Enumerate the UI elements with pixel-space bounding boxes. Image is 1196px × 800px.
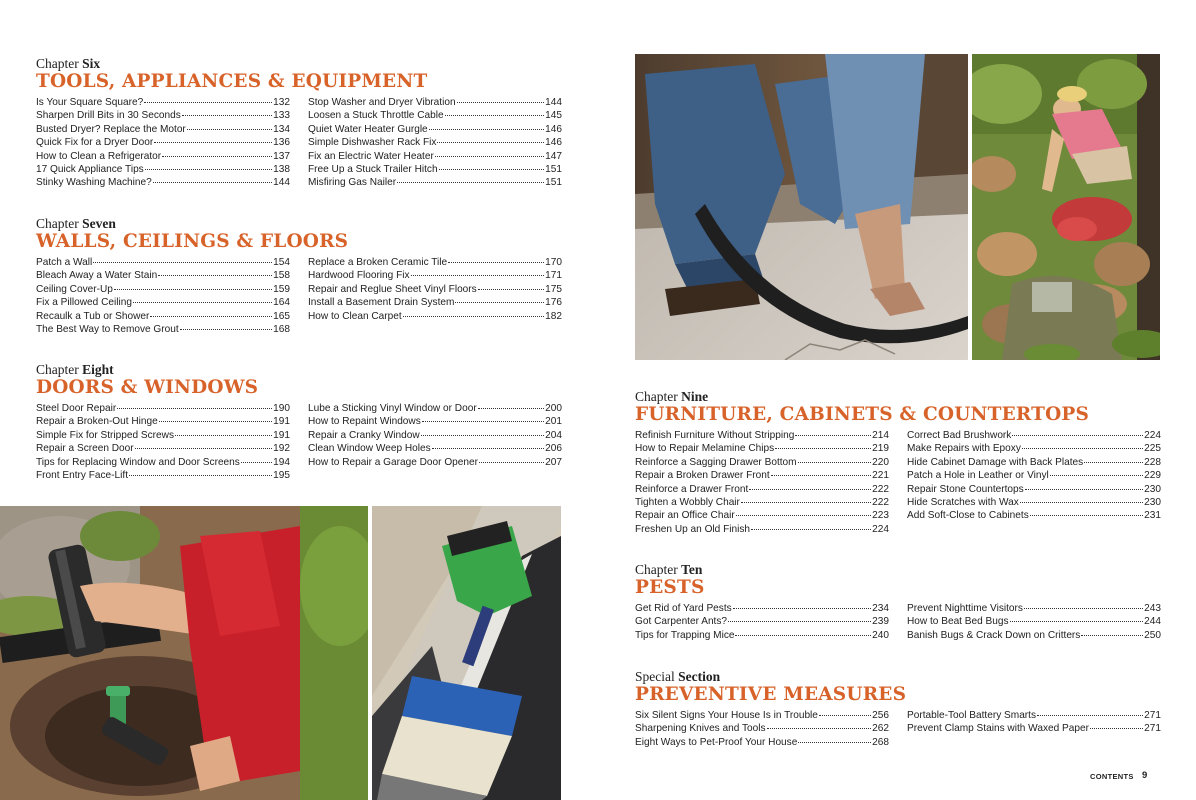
toc-entry-title: Fix a Pillowed Ceiling [36, 297, 132, 309]
toc-leader-dots [182, 106, 272, 116]
toc-columns [635, 428, 1161, 535]
toc-entry-page: 137 [273, 150, 290, 162]
toc-leader-dots [771, 466, 872, 476]
toc-entry-title: Lube a Sticking Vinyl Window or Door [308, 403, 477, 414]
photo-asphalt-sealing-image [372, 506, 561, 800]
toc-leader-dots [429, 120, 544, 130]
toc-leader-dots [162, 147, 272, 157]
toc-leader-dots [1084, 453, 1143, 463]
toc-entry-page: 195 [273, 469, 290, 481]
chapter-label-prefix: Chapter [36, 216, 79, 231]
toc-entry-title: Hide Cabinet Damage with Back Plates [907, 456, 1084, 468]
chapter-title: PESTS [635, 577, 705, 598]
toc-entry-page: 134 [273, 123, 290, 135]
toc-leader-dots [1012, 426, 1143, 436]
toc-entry-page: 230 [1144, 483, 1161, 495]
toc-leader-dots [741, 493, 871, 503]
toc-entry-page: 256 [872, 710, 889, 721]
toc-entry-title: Front Entry Face-Lift [36, 469, 128, 481]
toc-leader-dots [1025, 480, 1143, 490]
toc-columns [635, 601, 1161, 641]
chapter-title: DOORS & WINDOWS [36, 377, 259, 398]
toc-column-left [36, 255, 290, 335]
photo-floor-repair [635, 54, 968, 360]
toc-entry-page: 229 [1144, 470, 1161, 482]
toc-entry-title: Portable-Tool Battery Smarts [907, 710, 1037, 721]
toc-entry-title: Reinforce a Drawer Front [635, 483, 749, 495]
toc-entry-page: 271 [1144, 710, 1161, 721]
toc-entry-title: Eight Ways to Pet-Proof Your House [635, 736, 798, 748]
toc-entry-title: Freshen Up an Old Finish [635, 523, 751, 535]
toc-entry-title: Tips for Trapping Mice [635, 629, 735, 641]
chapter-label-prefix: Chapter [36, 56, 79, 71]
toc-leader-dots [749, 480, 871, 490]
toc-entry-page: 138 [273, 163, 290, 175]
toc-entry-title: How to Repaint Windows [308, 416, 421, 428]
toc-entry-page: 191 [273, 429, 290, 441]
toc-entry-title: How to Beat Bed Bugs [907, 616, 1009, 628]
toc-entry-title: Repair a Screen Door [36, 443, 134, 455]
toc-leader-dots [728, 612, 871, 622]
toc-entry-page: 133 [273, 110, 290, 122]
toc-leader-dots [1081, 626, 1143, 636]
toc-entry[interactable] [635, 735, 889, 748]
toc-entry-title: Sharpening Knives and Tools [635, 723, 766, 735]
chapter-eight [36, 362, 562, 481]
toc-entry-page: 175 [545, 283, 562, 295]
toc-entry-title: How to Repair a Garage Door Opener [308, 456, 478, 468]
toc-entry-title: Recaulk a Tub or Shower [36, 310, 150, 322]
toc-entry-title: How to Clean a Refrigerator [36, 150, 162, 162]
toc-entry-title: Clean Window Weep Holes [308, 443, 431, 455]
photo-floor-repair-image [635, 54, 968, 360]
toc-leader-dots [751, 520, 871, 530]
toc-column-left [635, 708, 889, 748]
toc-entry-page: 268 [872, 736, 889, 748]
toc-leader-dots [158, 266, 272, 276]
photo-garden-pond [972, 54, 1160, 360]
toc-entry-title: Patch a Wall [36, 257, 93, 268]
toc-leader-dots [93, 253, 272, 263]
toc-entry-title: Misfiring Gas Nailer [308, 177, 397, 189]
toc-entry-page: 243 [1144, 603, 1161, 614]
photo-garden-pond-image [972, 54, 1160, 360]
toc-entry-page: 225 [1144, 443, 1161, 455]
footer-section-label: CONTENTS [1090, 772, 1134, 781]
toc-entry-page: 164 [273, 297, 290, 309]
toc-entry-page: 194 [273, 456, 290, 468]
toc-leader-dots [775, 439, 871, 449]
toc-entry-title: Replace a Broken Ceramic Tile [308, 257, 448, 268]
toc-leader-dots [411, 266, 545, 276]
toc-leader-dots [1020, 493, 1143, 503]
toc-entry-title: Busted Dryer? Replace the Motor [36, 123, 186, 135]
chapter-label-word: Ten [681, 562, 703, 577]
toc-leader-dots [733, 599, 871, 609]
toc-entry-page: 224 [1144, 430, 1161, 441]
toc-leader-dots [397, 173, 544, 183]
toc-entry[interactable] [36, 322, 290, 335]
toc-entry[interactable] [635, 628, 889, 641]
toc-entry-title: Got Carpenter Ants? [635, 616, 728, 628]
toc-entry[interactable] [907, 721, 1161, 734]
toc-entry-page: 136 [273, 137, 290, 149]
toc-entry-page: 222 [872, 483, 889, 495]
chapter-label-prefix: Chapter [36, 362, 79, 377]
toc-entry-page: 220 [872, 456, 889, 468]
toc-column-right [308, 401, 562, 468]
toc-entry-title: Six Silent Signs Your House Is in Trouble [635, 710, 818, 721]
chapter-label-word: Eight [82, 362, 114, 377]
toc-entry-page: 239 [872, 616, 889, 628]
toc-column-right [308, 95, 562, 189]
toc-leader-dots [795, 426, 871, 436]
toc-leader-dots [135, 439, 273, 449]
toc-entry-page: 144 [545, 97, 562, 108]
chapter-ten [635, 562, 1161, 641]
chapter-label-word: Nine [681, 389, 709, 404]
toc-leader-dots [145, 160, 272, 170]
toc-entry-page: 151 [545, 163, 562, 175]
toc-leader-dots [735, 626, 871, 636]
toc-entry-page: 244 [1144, 616, 1161, 628]
toc-entry-page: 168 [273, 323, 290, 335]
toc-leader-dots [435, 147, 544, 157]
toc-leader-dots [1090, 719, 1143, 729]
toc-leader-dots [150, 307, 272, 317]
toc-entry-title: Is Your Square Square? [36, 97, 144, 108]
toc-entry-title: Prevent Clamp Stains with Waxed Paper [907, 723, 1089, 735]
toc-entry-page: 206 [545, 443, 562, 455]
toc-column-right [907, 708, 1161, 735]
chapter-label [36, 216, 562, 231]
photo-sprinkler-repair [0, 506, 368, 800]
chapter-label [635, 669, 1161, 684]
toc-entry-title: Quiet Water Heater Gurgle [308, 123, 428, 135]
toc-entry-title: Steel Door Repair [36, 403, 117, 414]
toc-entry-page: 147 [545, 150, 562, 162]
toc-entry-page: 221 [872, 470, 889, 482]
toc-entry-title: Repair and Reglue Sheet Vinyl Floors [308, 283, 477, 295]
toc-entry-title: How to Clean Carpet [308, 310, 402, 322]
toc-leader-dots [457, 93, 545, 103]
toc-entry-page: 170 [545, 257, 562, 268]
toc-leader-dots [1010, 612, 1144, 622]
toc-entry-title: Simple Fix for Stripped Screws [36, 429, 174, 441]
toc-entry-page: 190 [273, 403, 290, 414]
toc-leader-dots [159, 412, 272, 422]
toc-entry-page: 214 [872, 430, 889, 441]
toc-leader-dots [117, 399, 272, 409]
toc-column-right [907, 428, 1161, 522]
toc-columns [36, 95, 562, 189]
toc-entry[interactable] [907, 508, 1161, 521]
toc-leader-dots [144, 93, 272, 103]
toc-entry-page: 191 [273, 416, 290, 428]
toc-columns [36, 255, 562, 335]
toc-entry-title: Fix an Electric Water Heater [308, 150, 434, 162]
toc-entry-page: 219 [872, 443, 889, 455]
photo-sprinkler-repair-image [0, 506, 368, 800]
chapter-label-prefix: Chapter [635, 389, 678, 404]
toc-entry-page: 176 [545, 297, 562, 309]
toc-entry-page: 262 [872, 723, 889, 735]
toc-entry[interactable] [308, 175, 562, 188]
toc-entry-title: Refinish Furniture Without Stripping [635, 430, 795, 441]
toc-entry-title: Stop Washer and Dryer Vibration [308, 97, 456, 108]
toc-columns [36, 401, 562, 481]
toc-leader-dots [432, 439, 544, 449]
toc-entry-page: 230 [1144, 496, 1161, 508]
toc-entry-title: Make Repairs with Epoxy [907, 443, 1021, 455]
toc-leader-dots [798, 453, 872, 463]
chapter-label [36, 362, 562, 377]
toc-leader-dots [445, 106, 545, 116]
chapter-nine [635, 389, 1161, 535]
chapter-label-word: Section [678, 669, 721, 684]
toc-entry-page: 207 [545, 456, 562, 468]
toc-entry-page: 271 [1144, 723, 1161, 735]
toc-entry-page: 250 [1144, 629, 1161, 641]
toc-entry-page: 144 [273, 177, 290, 189]
toc-entry-title: Quick Fix for a Dryer Door [36, 137, 154, 149]
chapter-label-word: Six [82, 56, 101, 71]
toc-entry-title: Tips for Replacing Window and Door Screens [36, 456, 240, 468]
toc-entry-page: 146 [545, 137, 562, 149]
toc-leader-dots [767, 719, 872, 729]
toc-entry-page: 234 [872, 603, 889, 614]
toc-entry-title: Reinforce a Sagging Drawer Bottom [635, 456, 797, 468]
toc-entry-page: 192 [273, 443, 290, 455]
toc-column-right [907, 601, 1161, 641]
toc-column-left [635, 428, 889, 535]
toc-entry-page: 132 [273, 97, 290, 108]
chapter-label-word: Seven [82, 216, 116, 231]
toc-entry-title: Hardwood Flooring Fix [308, 270, 410, 282]
toc-leader-dots [154, 133, 272, 143]
toc-entry-title: Repair a Broken-Out Hinge [36, 416, 158, 428]
toc-entry-title: Repair an Office Chair [635, 510, 735, 522]
toc-column-left [635, 601, 889, 641]
toc-leader-dots [175, 426, 272, 436]
toc-leader-dots [421, 426, 545, 436]
toc-entry-page: 159 [273, 283, 290, 295]
chapter-label [36, 56, 562, 71]
toc-entry-title: Patch a Hole in Leather or Vinyl [907, 470, 1049, 482]
toc-entry-title: Repair a Cranky Window [308, 429, 420, 441]
toc-entry-page: 145 [545, 110, 562, 122]
toc-entry-title: Tighten a Wobbly Chair [635, 496, 740, 508]
chapter-title: PREVENTIVE MEASURES [635, 684, 907, 705]
toc-columns [635, 708, 1161, 748]
toc-entry-page: 228 [1144, 456, 1161, 468]
toc-leader-dots [1024, 599, 1143, 609]
toc-leader-dots [403, 307, 544, 317]
toc-leader-dots [241, 453, 272, 463]
toc-entry-page: 223 [872, 510, 889, 522]
toc-entry-title: Stinky Washing Machine? [36, 177, 152, 189]
toc-leader-dots [455, 293, 544, 303]
toc-leader-dots [819, 706, 871, 716]
toc-leader-dots [133, 293, 272, 303]
toc-entry-page: 154 [273, 257, 290, 268]
toc-leader-dots [1030, 506, 1143, 516]
chapter-seven [36, 216, 562, 335]
toc-entry[interactable] [36, 175, 290, 188]
toc-entry-title: The Best Way to Remove Grout [36, 323, 179, 335]
chapter-label [635, 562, 1161, 577]
toc-entry-title: Ceiling Cover-Up [36, 283, 113, 295]
chapter-special-section [635, 669, 1161, 748]
toc-entry[interactable] [907, 628, 1161, 641]
toc-entry-title: Hide Scratches with Wax [907, 496, 1019, 508]
toc-entry-title: Bleach Away a Water Stain [36, 270, 158, 282]
toc-entry-title: Repair Stone Countertops [907, 483, 1024, 495]
toc-leader-dots [448, 253, 544, 263]
toc-entry-title: Prevent Nighttime Visitors [907, 603, 1023, 614]
toc-entry-title: Install a Basement Drain System [308, 297, 455, 309]
toc-entry-page: 222 [872, 496, 889, 508]
toc-leader-dots [439, 160, 545, 170]
toc-entry[interactable] [635, 522, 889, 535]
toc-entry-title: How to Repair Melamine Chips [635, 443, 775, 455]
chapter-title: WALLS, CEILINGS & FLOORS [36, 231, 349, 252]
toc-entry[interactable] [308, 309, 562, 322]
chapter-title: TOOLS, APPLIANCES & EQUIPMENT [36, 71, 428, 92]
toc-entry-title: Repair a Broken Drawer Front [635, 470, 770, 482]
toc-entry-page: 200 [545, 403, 562, 414]
toc-column-left [36, 401, 290, 481]
toc-leader-dots [798, 733, 871, 743]
chapter-title: FURNITURE, CABINETS & COUNTERTOPS [635, 404, 1090, 425]
chapter-label-prefix: Special [635, 669, 675, 684]
toc-entry-title: 17 Quick Appliance Tips [36, 163, 144, 175]
toc-entry-page: 151 [545, 177, 562, 189]
chapter-six [36, 56, 562, 189]
chapter-label-prefix: Chapter [635, 562, 678, 577]
toc-entry-page: 231 [1144, 510, 1161, 522]
toc-entry[interactable] [308, 455, 562, 468]
toc-entry[interactable] [36, 468, 290, 481]
toc-leader-dots [478, 399, 544, 409]
toc-entry-title: Simple Dishwasher Rack Fix [308, 137, 437, 149]
toc-leader-dots [478, 280, 544, 290]
toc-leader-dots [187, 120, 272, 130]
toc-entry-page: 158 [273, 270, 290, 282]
photo-asphalt-sealing [372, 506, 561, 800]
toc-entry-page: 146 [545, 123, 562, 135]
toc-entry-title: Loosen a Stuck Throttle Cable [308, 110, 444, 122]
toc-leader-dots [422, 412, 544, 422]
toc-entry-page: 240 [872, 629, 889, 641]
toc-entry-title: Add Soft-Close to Cabinets [907, 510, 1029, 522]
toc-leader-dots [1022, 439, 1143, 449]
chapter-label [635, 389, 1161, 404]
toc-leader-dots [1037, 706, 1143, 716]
toc-leader-dots [437, 133, 544, 143]
toc-leader-dots [180, 320, 272, 330]
toc-entry-page: 201 [545, 416, 562, 428]
toc-entry-page: 224 [872, 523, 889, 535]
toc-entry-page: 204 [545, 429, 562, 441]
toc-entry-title: Get Rid of Yard Pests [635, 603, 732, 614]
toc-entry-title: Banish Bugs & Crack Down on Critters [907, 629, 1081, 641]
toc-leader-dots [129, 466, 272, 476]
footer-page-number: 9 [1142, 770, 1148, 781]
toc-column-right [308, 255, 562, 322]
toc-entry-title: Free Up a Stuck Trailer Hitch [308, 163, 438, 175]
toc-leader-dots [736, 506, 871, 516]
toc-entry-page: 171 [545, 270, 562, 282]
toc-entry-title: Sharpen Drill Bits in 30 Seconds [36, 110, 181, 122]
toc-leader-dots [1050, 466, 1143, 476]
toc-entry-title: Correct Bad Brushwork [907, 430, 1012, 441]
toc-leader-dots [114, 280, 272, 290]
toc-entry-page: 165 [273, 310, 290, 322]
toc-column-left [36, 95, 290, 189]
toc-leader-dots [479, 453, 544, 463]
toc-leader-dots [153, 173, 272, 183]
toc-entry-page: 182 [545, 310, 562, 322]
